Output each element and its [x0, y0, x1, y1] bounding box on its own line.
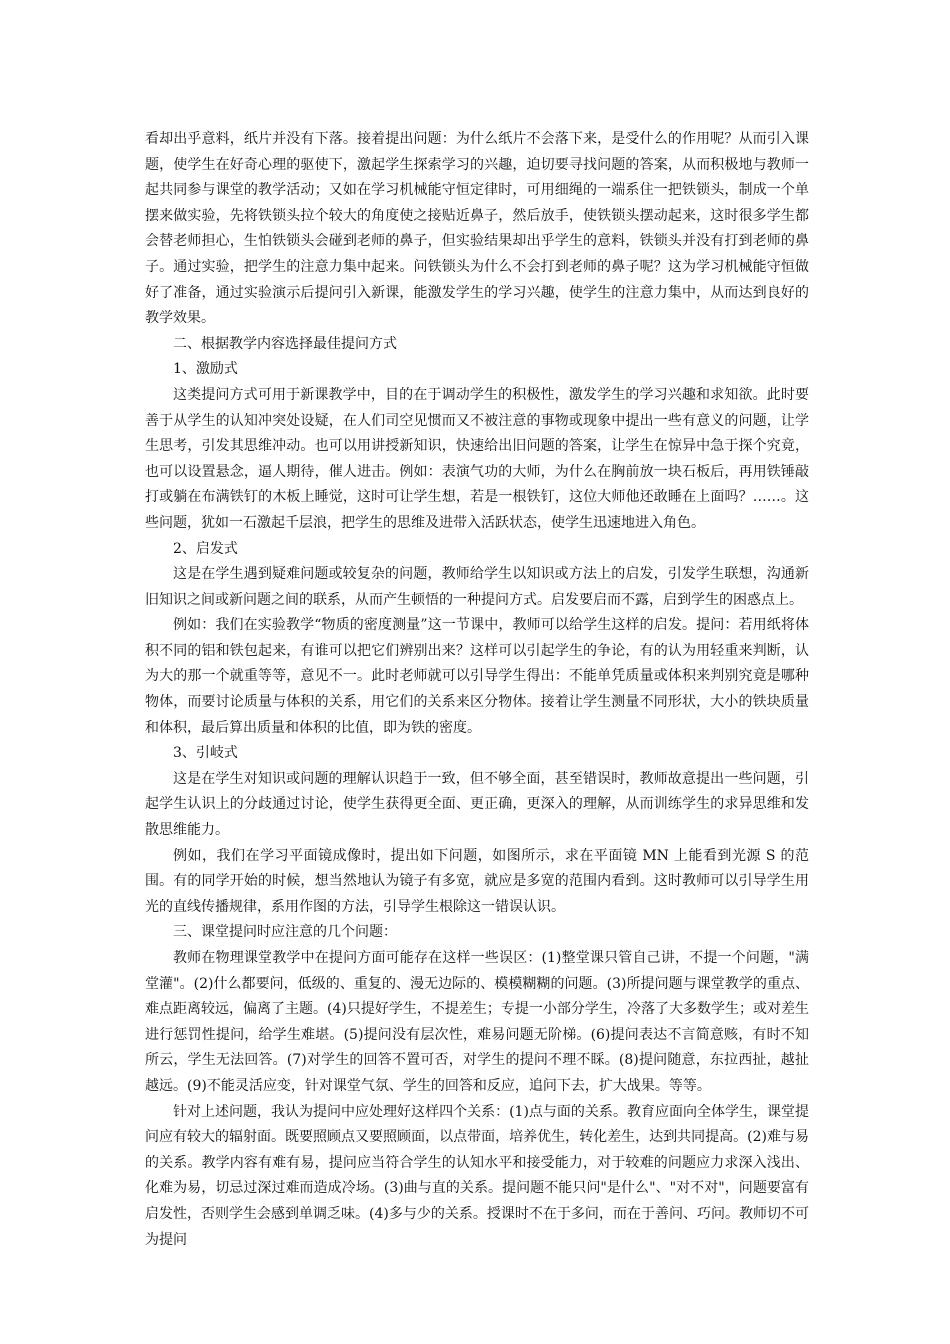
- paragraph-intro-continuation: 看却出乎意料，纸片并没有下落。接着提出问题：为什么纸片不会落下来，是受什么的作用呢？从而引入课题，使学生在好奇心理的驱使下，激起学生探索学习的兴趣，迫切要寻找问题的答案，从而积极地与教师一起共同参与课堂的教学活动；又如在学习机械能守恒定律时，可用细绳的一端系住一把铁锁头，制成一个单摆来做实验，先将铁锁头拉个较大的角度使之接贴近鼻子，然后放手，使铁锁头摆动起来，这时很多学生都会替老师担心，生怕铁锁头会碰到老师的鼻子，但实验结果却出乎学生的意料，铁锁头并没有打到老师的鼻子。通过实验，把学生的注意力集中起来。问铁锁头为什么不会打到老师的鼻子呢？这为学习机械能守恒做好了准备，通过实验演示后提问引入新课，能激发学生的学习兴趣，使学生的注意力集中，从而达到良好的教学效果。: [145, 131, 809, 327]
- paragraph-incentive: 这类提问方式可用于新课教学中，目的在于调动学生的积极性，激发学生的学习兴趣和求知欲。此时要善于从学生的认知冲突处设疑，在人们司空见惯而又不被注意的事物或现象中提出一些有意义的问题，让学生思考，引发其思维冲动。也可以用讲授新知识，快速给出旧问题的答案，让学生在惊异中急于探个究竟，也可以设置悬念，逼人期待，催人进击。例如：表演气功的大师，为什么在胸前放一块石板后，再用铁锤敲打或躺在布满铁钉的木板上睡觉，这时可让学生想，若是一根铁钉，这位大师他还敢睡在上面吗？……。这些问题，犹如一石激起千层浪，把学生的思维及进带入活跃状态，使学生迅速地进入角色。: [145, 386, 809, 531]
- document-body: [145, 127, 809, 1253]
- section-heading-3: 三、课堂提问时应注意的几个问题：: [173, 924, 397, 941]
- paragraph-divergent-example: 例如，我们在学习平面镜成像时，提出如下问题，如图所示，求在平面镜 MN 上能看到光源 S 的范围。有的同学开始的时候，想当然地认为镜子有多宽，就应是多宽的范围内看到。这时教师可以引导学生用光的直线传播规律，系用作图的方法，引导学生根除这一错误认识。: [145, 847, 809, 915]
- paragraph-heuristic-example: 例如：我们在实验教学“物质的密度测量”这一节课中，教师可以给学生这样的启发。提问：若用纸将体积不同的铝和铁包起来，有谁可以把它们辨别出来？这样可以引起学生的争论，有的认为用轻重来判断，认为大的那一个就重等等，意见不一。此时老师就可以引导学生得出：不能单凭质量或体积来判别究竟是哪种物体，而要讨论质量与体积的关系，用它们的关系来区分物体。接着让学生测量不同形状，大小的铁块质量和体积，最后算出质量和体积的比值，即为铁的密度。: [145, 617, 809, 736]
- paragraph-relationships: 针对上述问题，我认为提问中应处理好这样四个关系：(1)点与面的关系。教育应面向全体学生，课堂提问应有较大的辐射面。既要照顾点又要照顾面，以点带面，培养优生，转化差生，达到共同提高。(2)难与易的关系。教学内容有难有易，提问应当符合学生的认知水平和接受能力，对于较难的问题应力求深入浅出、化难为易，切忌过深过难而造成冷场。(3)曲与直的关系。提问题不能只问"是什么"、"对不对"，问题要富有启发性，否则学生会感到单调乏味。(4)多与少的关系。授课时不在于多问，而在于善问、巧问。教师切不可为提问: [145, 1103, 809, 1248]
- subheading-incentive: 1、激励式: [173, 361, 238, 378]
- subheading-divergent: 3、引岐式: [173, 745, 238, 762]
- section-heading-2: 二、根据教学内容选择最佳提问方式: [173, 335, 397, 352]
- paragraph-pitfalls: 教师在物理课堂教学中在提问方面可能存在这样一些误区：(1)整堂课只管自己讲，不提一个问题，"满堂灌"。(2)什么都要问，低级的、重复的、漫无边际的、模模糊糊的问题。(3)所提问题与课堂教学的重点、难点距离较远，偏离了主题。(4)只提好学生，不提差生；专提一小部分学生，冷落了大多数学生；或对差生进行惩罚性提问，给学生难堪。(5)提问没有层次性，难易问题无阶梯。(6)提问表达不言简意赅，有时不知所云，学生无法回答。(7)对学生的回答不置可否，对学生的提问不理不睬。(8)提问随意，东拉西扯，越扯越远。(9)不能灵活应变，针对课堂气氛、学生的回答和反应，追问下去，扩大战果。等等。: [145, 950, 809, 1094]
- subheading-heuristic: 2、启发式: [173, 540, 238, 557]
- paragraph-divergent: 这是在学生对知识或问题的理解认识趋于一致，但不够全面，甚至错误时，教师故意提出一些问题，引起学生认识上的分歧通过讨论，使学生获得更全面、更正确，更深入的理解，从而训练学生的求异思维和发散思维能力。: [145, 770, 809, 839]
- paragraph-heuristic: 这是在学生遇到疑难问题或较复杂的问题，教师给学生以知识或方法上的启发，引发学生联想，沟通新旧知识之间或新问题之间的联系，从而产生顿悟的一种提问方式。启发要启而不露，启到学生的困惑点上。: [145, 566, 809, 608]
